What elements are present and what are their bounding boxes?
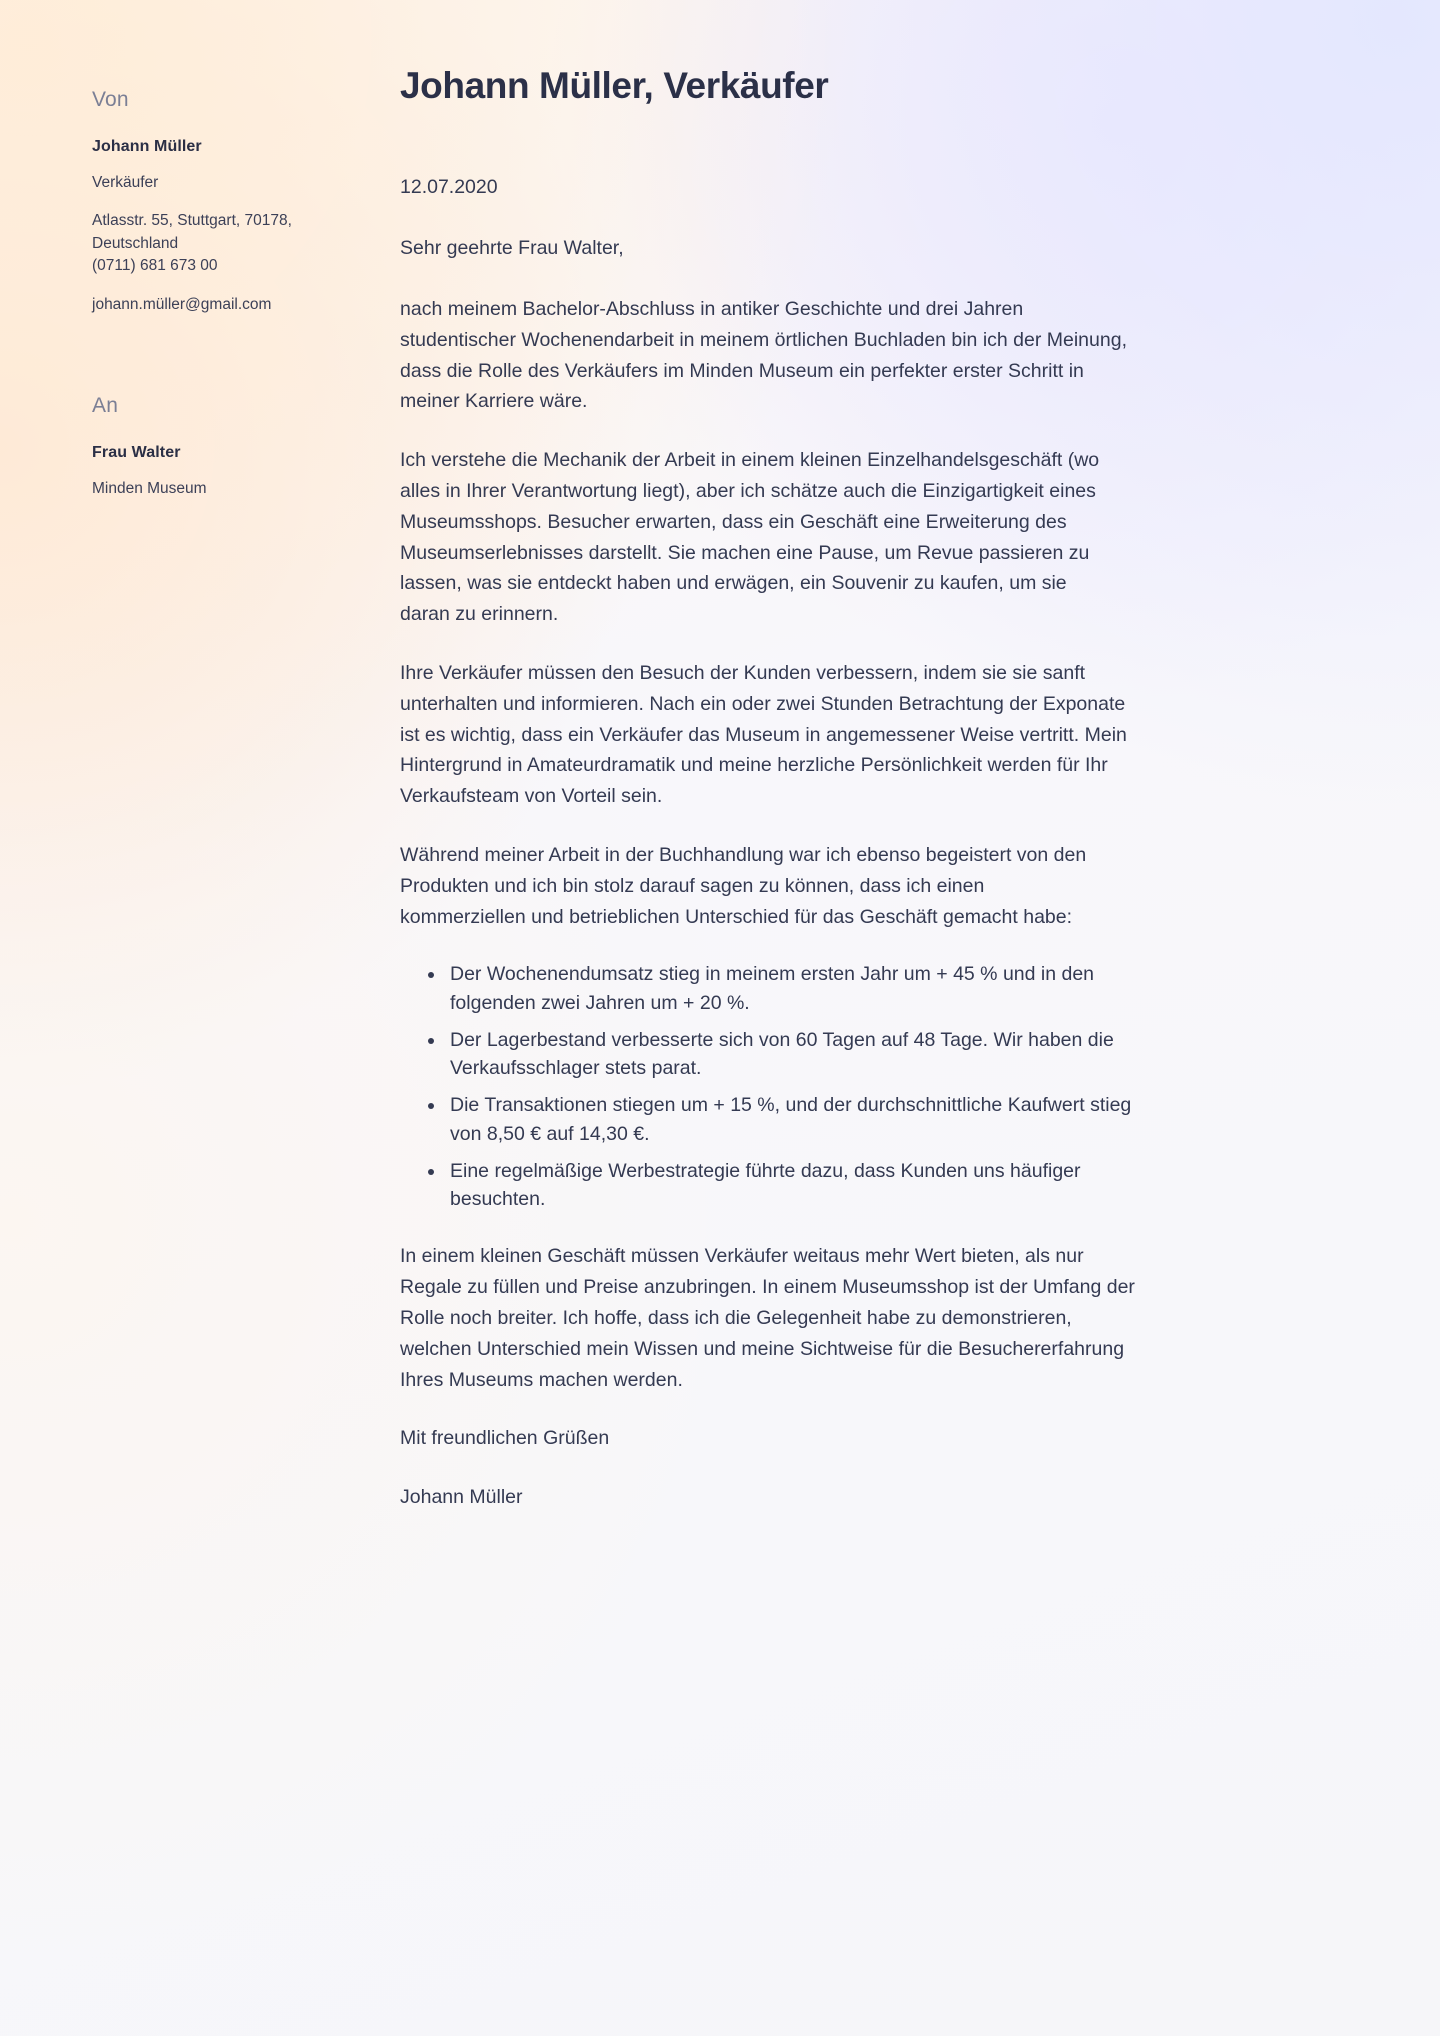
list-item: Der Wochenendumsatz stieg in meinem ersten Jahr um + 45 % und in den folgenden zwei Jahren um + 20 %.: [446, 960, 1140, 1017]
letter-paragraph-4-main: Während meiner Arbeit in der Buchhandlung war ich ebenso begeistert von den Produkten und ich bin stolz darauf sagen zu können, dass ich einen: [400, 843, 1087, 897]
from-block: [92, 138, 360, 316]
from-phone: (0711) 681 673 00: [92, 257, 218, 275]
letter-date: 12.07.2020: [400, 176, 498, 199]
letter-paragraph-2: [400, 445, 1140, 630]
to-organisation: Minden Museum: [92, 480, 207, 498]
to-block: [92, 444, 360, 500]
list-item: Die Transaktionen stiegen um + 15 %, und der durchschnittliche Kaufwert stieg von 8,50 € auf 14,30 €.: [446, 1091, 1140, 1148]
from-address: [92, 210, 360, 277]
letter-closing: Mit freundlichen Grüßen: [400, 1427, 610, 1450]
sender-recipient-sidebar: [0, 64, 400, 517]
from-heading: Von: [92, 88, 129, 111]
to-heading: An: [92, 394, 119, 418]
letter-paragraph-3: Ihre Verkäufer müssen den Besuch der Kunden verbessern, indem sie sie sanft unterhalten und informieren. Nach ein oder zwei Stunden Betrachtung der Exponate ist es wichtig, dass ein Verkäufer das Museum in angemessener Weise vertritt. Mein Hintergrund in Amateurdramatik und meine herzliche Persönlichkeit werden für Ihr Verkaufsteam von Vorteil sein.: [400, 661, 1127, 808]
letter-salutation: Sehr geehrte Frau Walter,: [400, 237, 624, 260]
achievements-list: [400, 960, 1140, 1213]
to-name: Frau Walter: [92, 444, 181, 462]
sidebar-spacer: [92, 332, 360, 394]
from-email[interactable]: johann.müller@gmail.com: [92, 295, 272, 313]
letter-signature: Johann Müller: [400, 1486, 523, 1509]
from-address-line-2: Deutschland: [92, 234, 179, 252]
list-item: Eine regelmäßige Werbestrategie führte dazu, dass Kunden uns häufiger besuchten.: [446, 1157, 1140, 1214]
page-layout: [0, 64, 1440, 1541]
from-address-line-1: Atlasstr. 55, Stuttgart, 70178,: [92, 212, 292, 230]
page-title: Johann Müller, Verkäufer: [400, 65, 829, 106]
list-item: Der Lagerbestand verbesserte sich von 60 Tagen auf 48 Tage. Wir haben die Verkaufsschlager stets parat.: [446, 1026, 1140, 1083]
letter-paragraph-4-tail: kommerziellen und betrieblichen Unterschied für das Geschäft gemacht habe:: [400, 905, 1073, 928]
letter-body: [400, 64, 1440, 1541]
letter-paragraph-4: [400, 840, 1140, 932]
letter-paragraph-2-main: Ich verstehe die Mechanik der Arbeit in einem kleinen Einzelhandelsgeschäft (wo alles in Ihrer Verantwortung liegt), aber ich schätze auch die Einzigartigkeit eines Museumsshops. Besucher erwarten, dass ein Geschäft eine Erweiterung des Museumserlebnisses darstellt. Sie machen eine Pause, um Revue passieren zu lassen, was sie entdeckt haben und erwägen, ein Souvenir zu kaufen, um sie: [400, 449, 1100, 595]
letter-paragraph-1: nach meinem Bachelor-Abschluss in antiker Geschichte und drei Jahren studentischer Wochenendarbeit in meinem örtlichen Buchladen bin ich der Meinung, dass die Rolle des Verkäufers im Minden Museum ein perfekter erster Schritt in meiner Karriere wäre.: [400, 297, 1127, 413]
from-role: Verkäufer: [92, 174, 159, 191]
letter-paragraph-5: In einem kleinen Geschäft müssen Verkäufer weitaus mehr Wert bieten, als nur Regale zu füllen und Preise anzubringen. In einem Museumsshop ist der Umfang der Rolle noch breiter. Ich hoffe, dass ich die Gelegenheit habe zu demonstrieren, welchen Unterschied mein Wissen und meine Sichtweise für die Besuchererfahrung Ihres Museums machen werden.: [400, 1245, 1135, 1391]
letter-paragraph-2-tail: daran zu erinnern.: [400, 603, 559, 626]
from-name: Johann Müller: [92, 138, 202, 155]
